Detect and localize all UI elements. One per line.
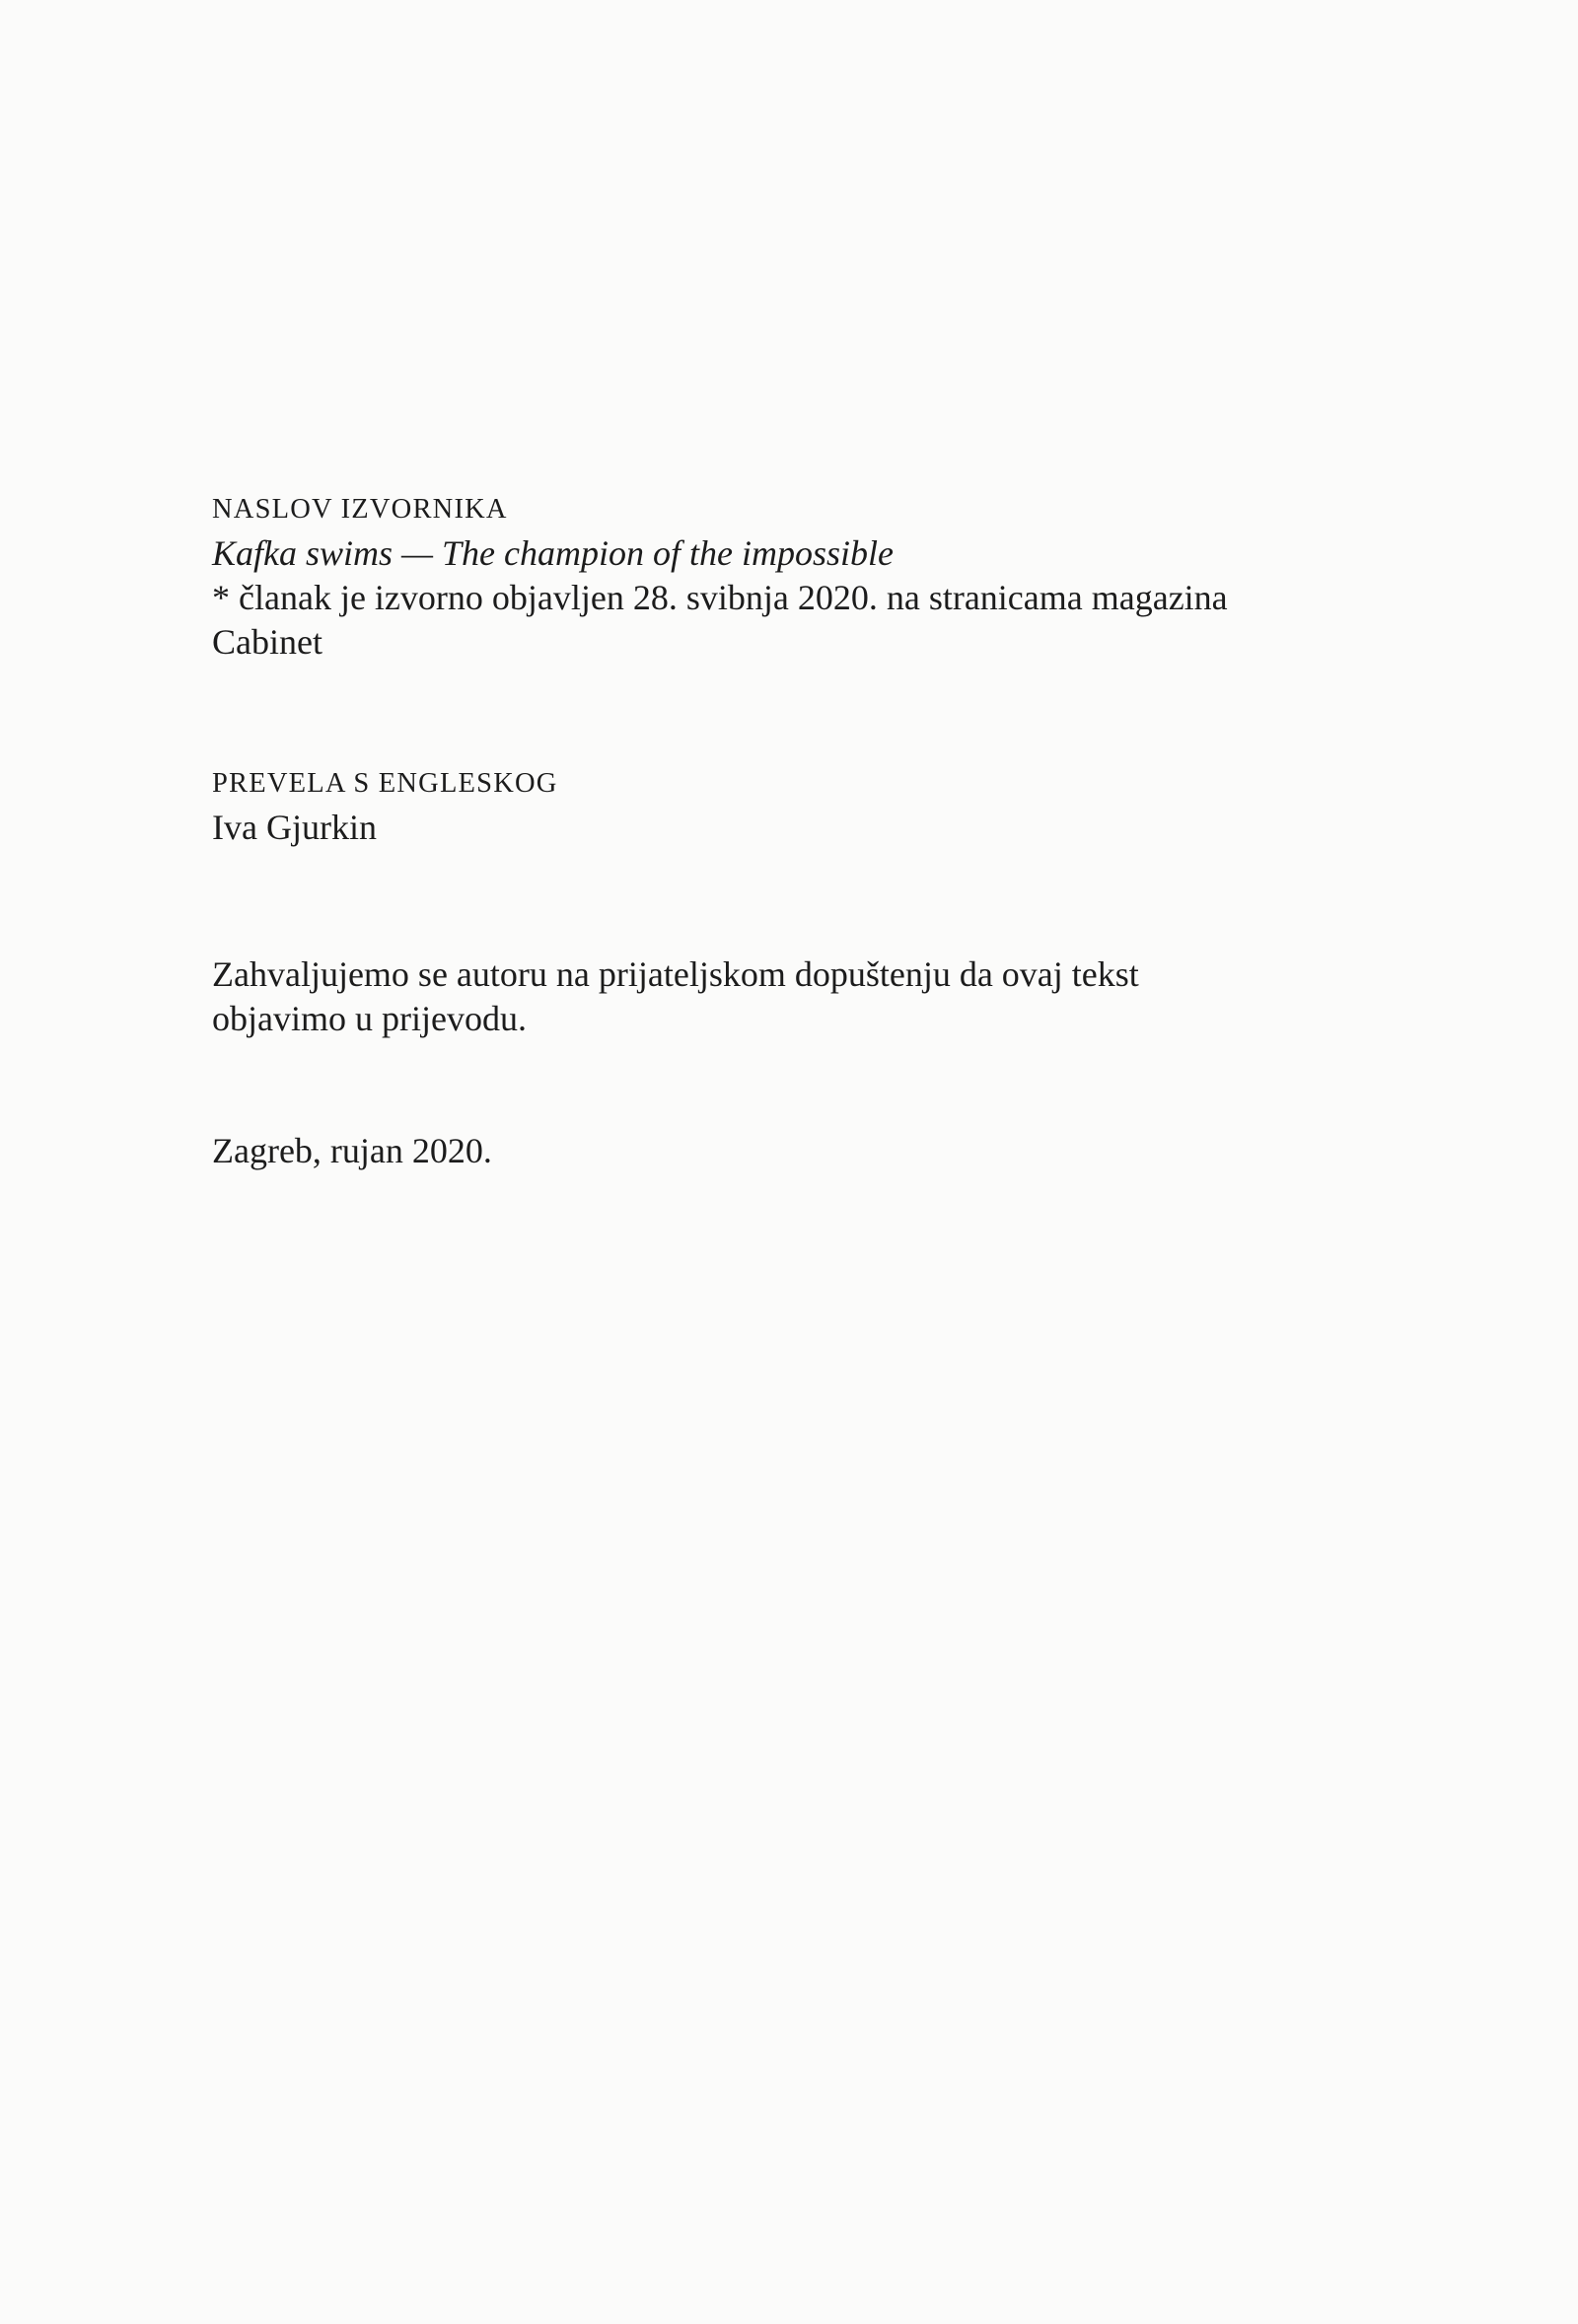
place-date-block bbox=[212, 1129, 1336, 1173]
acknowledgement-line-1: Zahvaljujemo se autoru na prijateljskom dopuštenju da ovaj tekst bbox=[212, 954, 1139, 994]
acknowledgement-line-2: objavimo u prijevodu. bbox=[212, 999, 527, 1038]
colophon-page bbox=[212, 488, 1336, 1173]
original-title-block bbox=[212, 488, 1336, 665]
original-title-label: NASLOV IZVORNIKA bbox=[212, 494, 508, 525]
original-title: Kafka swims — The champion of the impossible bbox=[212, 533, 894, 573]
acknowledgement-block bbox=[212, 952, 1336, 1041]
publication-note-continued: Cabinet bbox=[212, 622, 323, 662]
publication-note: * članak je izvorno objavljen 28. svibnja 2020. na stranicama magazina bbox=[212, 578, 1228, 617]
translator-name: Iva Gjurkin bbox=[212, 808, 377, 847]
place-date: Zagreb, rujan 2020. bbox=[212, 1131, 492, 1170]
translator-label: PREVELA S ENGLESKOG bbox=[212, 768, 558, 799]
translator-block bbox=[212, 762, 1336, 850]
